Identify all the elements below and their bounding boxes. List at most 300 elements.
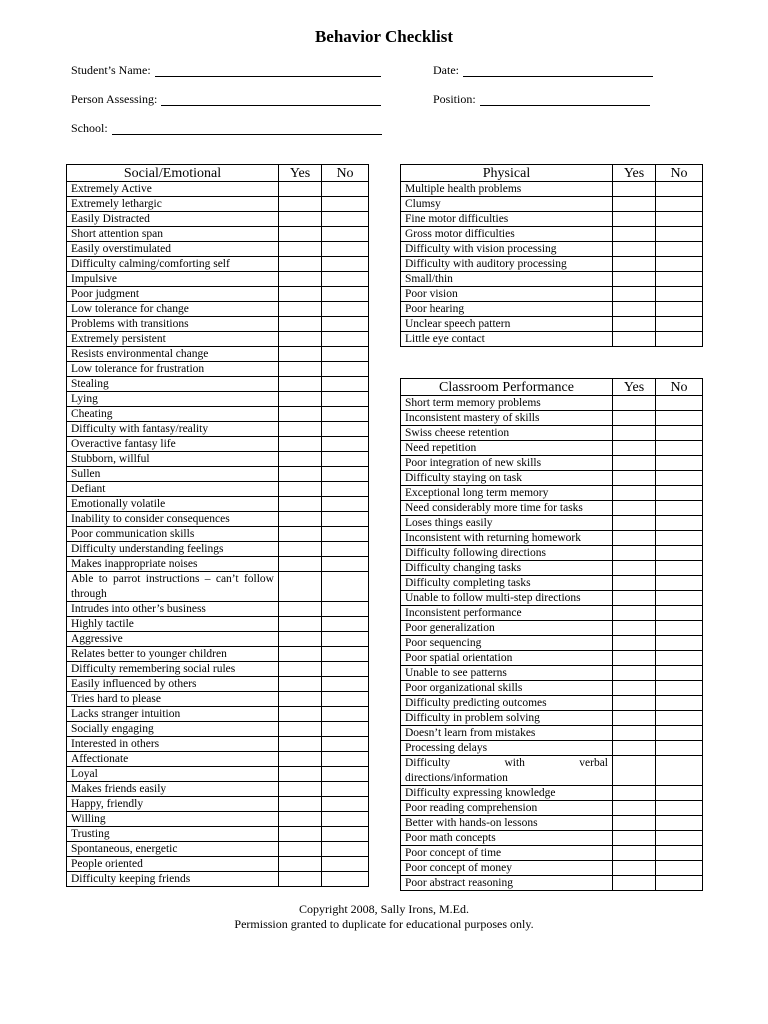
person-assessing-label: Person Assessing: [71, 92, 158, 106]
yes-checkbox-cell[interactable] [613, 816, 656, 831]
yes-checkbox-cell[interactable] [279, 557, 322, 572]
yes-checkbox-cell[interactable] [279, 707, 322, 722]
checklist-item-label: Easily Distracted [67, 212, 279, 227]
checklist-item-label: Doesn’t learn from mistakes [401, 726, 613, 741]
no-checkbox-cell[interactable] [322, 662, 369, 677]
checklist-item-label: Difficulty expressing knowledge [401, 786, 613, 801]
yes-checkbox-cell[interactable] [279, 542, 322, 557]
no-checkbox-cell[interactable] [322, 452, 369, 467]
yes-checkbox-cell[interactable] [279, 572, 322, 602]
no-checkbox-cell[interactable] [322, 242, 369, 257]
checklist-item-label: Difficulty with fantasy/reality [67, 422, 279, 437]
checklist-row [67, 332, 369, 347]
yes-checkbox-cell[interactable] [613, 272, 656, 287]
checklist-row [67, 602, 369, 617]
yes-checkbox-cell[interactable] [613, 396, 656, 411]
checklist-item-label: Poor judgment [67, 287, 279, 302]
no-checkbox-cell[interactable] [322, 182, 369, 197]
checklist-item-label: Loyal [67, 767, 279, 782]
checklist-row [401, 317, 703, 332]
no-checkbox-cell[interactable] [656, 287, 703, 302]
checklist-item-label: Inability to consider consequences [67, 512, 279, 527]
no-checkbox-cell[interactable] [656, 182, 703, 197]
no-checkbox-cell[interactable] [656, 666, 703, 681]
yes-checkbox-cell[interactable] [613, 441, 656, 456]
no-checkbox-cell[interactable] [322, 317, 369, 332]
yes-checkbox-cell[interactable] [613, 831, 656, 846]
no-checkbox-cell[interactable] [322, 512, 369, 527]
no-checkbox-cell[interactable] [322, 542, 369, 557]
no-checkbox-cell[interactable] [322, 857, 369, 872]
checklist-item-label: Little eye contact [401, 332, 613, 347]
checklist-item-label: Exceptional long term memory [401, 486, 613, 501]
no-checkbox-cell[interactable] [322, 437, 369, 452]
yes-checkbox-cell[interactable] [613, 726, 656, 741]
no-checkbox-cell[interactable] [322, 722, 369, 737]
checklist-row [401, 561, 703, 576]
checklist-item-label: Overactive fantasy life [67, 437, 279, 452]
checklist-item-label: Intrudes into other’s business [67, 602, 279, 617]
checklist-item-label: Happy, friendly [67, 797, 279, 812]
yes-checkbox-cell[interactable] [279, 257, 322, 272]
yes-checkbox-cell[interactable] [279, 827, 322, 842]
no-checkbox-cell[interactable] [656, 756, 703, 786]
checklist-item-label: Difficulty remembering social rules [67, 662, 279, 677]
no-checkbox-cell[interactable] [656, 242, 703, 257]
checklist-item-label: Loses things easily [401, 516, 613, 531]
checklist-item-label: Resists environmental change [67, 347, 279, 362]
no-checkbox-cell[interactable] [322, 347, 369, 362]
no-checkbox-cell[interactable] [656, 317, 703, 332]
checklist-item-label: Difficulty changing tasks [401, 561, 613, 576]
no-checkbox-cell[interactable] [322, 677, 369, 692]
no-checkbox-cell[interactable] [322, 782, 369, 797]
checklist-row [67, 857, 369, 872]
no-checkbox-cell[interactable] [656, 516, 703, 531]
yes-checkbox-cell[interactable] [613, 501, 656, 516]
no-checkbox-cell[interactable] [656, 411, 703, 426]
no-checkbox-cell[interactable] [656, 456, 703, 471]
no-checkbox-cell[interactable] [322, 752, 369, 767]
yes-checkbox-cell[interactable] [279, 407, 322, 422]
no-checkbox-cell[interactable] [656, 576, 703, 591]
no-checkbox-cell[interactable] [656, 786, 703, 801]
checklist-row [67, 452, 369, 467]
no-checkbox-cell[interactable] [322, 302, 369, 317]
yes-checkbox-cell[interactable] [613, 636, 656, 651]
position-line[interactable] [480, 93, 650, 106]
no-checkbox-cell[interactable] [656, 501, 703, 516]
no-checkbox-cell[interactable] [322, 422, 369, 437]
no-checkbox-cell[interactable] [322, 212, 369, 227]
checklist-row [401, 332, 703, 347]
yes-checkbox-cell[interactable] [613, 531, 656, 546]
yes-checkbox-cell[interactable] [279, 602, 322, 617]
yes-checkbox-cell[interactable] [613, 606, 656, 621]
no-checkbox-cell[interactable] [656, 606, 703, 621]
checklist-row [401, 197, 703, 212]
checklist-row [67, 287, 369, 302]
position-field[interactable] [433, 92, 650, 106]
checklist-row [67, 542, 369, 557]
checklist-item-label: Stealing [67, 377, 279, 392]
no-checkbox-cell[interactable] [322, 632, 369, 647]
no-checkbox-cell[interactable] [322, 797, 369, 812]
no-checkbox-cell[interactable] [656, 801, 703, 816]
yes-checkbox-cell[interactable] [279, 362, 322, 377]
yes-checkbox-cell[interactable] [613, 197, 656, 212]
checklist-row [67, 302, 369, 317]
checklist-row [401, 861, 703, 876]
student-name-line[interactable] [155, 64, 381, 77]
no-checkbox-cell[interactable] [656, 486, 703, 501]
checklist-item-label: Low tolerance for frustration [67, 362, 279, 377]
yes-checkbox-cell[interactable] [613, 411, 656, 426]
no-checkbox-cell[interactable] [322, 692, 369, 707]
yes-checkbox-cell[interactable] [279, 617, 322, 632]
date-field[interactable] [433, 63, 653, 77]
yes-checkbox-cell[interactable] [279, 872, 322, 887]
position-label: Position: [433, 92, 476, 106]
yes-checkbox-cell[interactable] [613, 861, 656, 876]
yes-checkbox-cell[interactable] [279, 452, 322, 467]
no-checkbox-cell[interactable] [322, 467, 369, 482]
checklist-item-label: Difficulty predicting outcomes [401, 696, 613, 711]
no-checkbox-cell[interactable] [656, 546, 703, 561]
no-checkbox-cell[interactable] [322, 497, 369, 512]
yes-checkbox-cell[interactable] [279, 182, 322, 197]
checklist-row [67, 707, 369, 722]
checklist-item-label: Inconsistent with returning homework [401, 531, 613, 546]
no-checkbox-cell[interactable] [656, 876, 703, 891]
person-assessing-line[interactable] [161, 93, 381, 106]
no-checkbox-cell[interactable] [322, 737, 369, 752]
date-line[interactable] [463, 64, 653, 77]
yes-checkbox-cell[interactable] [279, 512, 322, 527]
yes-checkbox-cell[interactable] [613, 846, 656, 861]
checklist-row [401, 876, 703, 891]
yes-checkbox-cell[interactable] [613, 212, 656, 227]
checklist-row [401, 726, 703, 741]
yes-checkbox-cell[interactable] [279, 722, 322, 737]
checklist-row [401, 486, 703, 501]
no-checkbox-cell[interactable] [656, 471, 703, 486]
no-checkbox-cell[interactable] [656, 272, 703, 287]
yes-checkbox-cell[interactable] [279, 797, 322, 812]
checklist-row [67, 692, 369, 707]
checklist-item-label: Difficulty with vision processing [401, 242, 613, 257]
yes-checkbox-cell[interactable] [613, 317, 656, 332]
checklist-item-label: Short term memory problems [401, 396, 613, 411]
checklist-row [67, 482, 369, 497]
no-checkbox-cell[interactable] [656, 711, 703, 726]
no-checkbox-cell[interactable] [322, 332, 369, 347]
yes-checkbox-cell[interactable] [613, 756, 656, 786]
no-checkbox-cell[interactable] [656, 696, 703, 711]
checklist-item-label: People oriented [67, 857, 279, 872]
classroom-performance-table [400, 378, 703, 891]
no-checkbox-cell[interactable] [656, 741, 703, 756]
no-checkbox-cell[interactable] [656, 846, 703, 861]
yes-checkbox-cell[interactable] [279, 272, 322, 287]
checklist-item-label: Impulsive [67, 272, 279, 287]
checklist-item-label: Low tolerance for change [67, 302, 279, 317]
no-checkbox-cell[interactable] [656, 621, 703, 636]
no-checkbox-cell[interactable] [656, 227, 703, 242]
checklist-row [67, 827, 369, 842]
no-checkbox-cell[interactable] [656, 591, 703, 606]
checklist-item-label: Unclear speech pattern [401, 317, 613, 332]
checklist-item-label: Extremely Active [67, 182, 279, 197]
no-checkbox-cell[interactable] [322, 197, 369, 212]
no-checkbox-cell[interactable] [322, 617, 369, 632]
no-checkbox-cell[interactable] [322, 827, 369, 842]
checklist-row [401, 212, 703, 227]
checklist-item-label: Cheating [67, 407, 279, 422]
yes-checkbox-cell[interactable] [613, 287, 656, 302]
no-checkbox-cell[interactable] [656, 651, 703, 666]
yes-checkbox-cell[interactable] [279, 422, 322, 437]
page-title: Behavior Checklist [314, 27, 454, 46]
no-checkbox-cell[interactable] [322, 572, 369, 602]
checklist-item-label: Poor math concepts [401, 831, 613, 846]
yes-checkbox-cell[interactable] [279, 737, 322, 752]
no-checkbox-cell[interactable] [322, 377, 369, 392]
no-checkbox-cell[interactable] [322, 482, 369, 497]
checklist-row [67, 722, 369, 737]
yes-checkbox-cell[interactable] [613, 332, 656, 347]
yes-checkbox-cell[interactable] [279, 212, 322, 227]
checklist-item-label: Aggressive [67, 632, 279, 647]
no-checkbox-cell[interactable] [322, 257, 369, 272]
checklist-item-label: Difficulty with verbal directions/information [401, 756, 613, 786]
checklist-row [67, 767, 369, 782]
yes-checkbox-cell[interactable] [279, 302, 322, 317]
yes-header: Yes [279, 165, 322, 182]
yes-checkbox-cell[interactable] [613, 182, 656, 197]
checklist-item-label: Able to parrot instructions – can’t follow through [67, 572, 279, 602]
checklist-row [401, 257, 703, 272]
no-checkbox-cell[interactable] [322, 227, 369, 242]
checklist-item-label: Clumsy [401, 197, 613, 212]
checklist-item-label: Makes friends easily [67, 782, 279, 797]
yes-checkbox-cell[interactable] [279, 197, 322, 212]
checklist-item-label: Poor communication skills [67, 527, 279, 542]
yes-checkbox-cell[interactable] [279, 782, 322, 797]
yes-checkbox-cell[interactable] [613, 242, 656, 257]
no-checkbox-cell[interactable] [322, 647, 369, 662]
checklist-row [401, 741, 703, 756]
checklist-row [67, 617, 369, 632]
checklist-item-label: Inconsistent mastery of skills [401, 411, 613, 426]
no-checkbox-cell[interactable] [322, 392, 369, 407]
date-label: Date: [433, 63, 459, 77]
yes-checkbox-cell[interactable] [613, 666, 656, 681]
yes-checkbox-cell[interactable] [613, 546, 656, 561]
yes-checkbox-cell[interactable] [279, 287, 322, 302]
no-checkbox-cell[interactable] [322, 557, 369, 572]
checklist-row [67, 407, 369, 422]
yes-checkbox-cell[interactable] [279, 647, 322, 662]
checklist-row [67, 242, 369, 257]
yes-checkbox-cell[interactable] [279, 662, 322, 677]
yes-checkbox-cell[interactable] [613, 711, 656, 726]
checklist-item-label: Poor integration of new skills [401, 456, 613, 471]
no-checkbox-cell[interactable] [322, 707, 369, 722]
no-checkbox-cell[interactable] [656, 831, 703, 846]
physical-header [401, 165, 703, 182]
no-checkbox-cell[interactable] [656, 426, 703, 441]
yes-checkbox-cell[interactable] [279, 752, 322, 767]
checklist-item-label: Lying [67, 392, 279, 407]
checklist-item-label: Easily influenced by others [67, 677, 279, 692]
no-header: No [656, 379, 703, 396]
checklist-row [401, 302, 703, 317]
checklist-row [401, 287, 703, 302]
no-checkbox-cell[interactable] [322, 812, 369, 827]
no-checkbox-cell[interactable] [656, 257, 703, 272]
checklist-item-label: Difficulty completing tasks [401, 576, 613, 591]
yes-checkbox-cell[interactable] [613, 302, 656, 317]
no-checkbox-cell[interactable] [656, 861, 703, 876]
no-checkbox-cell[interactable] [322, 362, 369, 377]
no-checkbox-cell[interactable] [656, 816, 703, 831]
no-checkbox-cell[interactable] [322, 602, 369, 617]
student-name-label: Student’s Name: [71, 63, 151, 77]
checklist-item-label: Poor vision [401, 287, 613, 302]
no-checkbox-cell[interactable] [322, 767, 369, 782]
yes-checkbox-cell[interactable] [613, 741, 656, 756]
yes-checkbox-cell[interactable] [613, 471, 656, 486]
no-checkbox-cell[interactable] [322, 272, 369, 287]
no-checkbox-cell[interactable] [656, 197, 703, 212]
checklist-row [67, 797, 369, 812]
checklist-row [401, 576, 703, 591]
yes-header: Yes [613, 379, 656, 396]
student-name-field[interactable] [71, 63, 381, 77]
no-checkbox-cell[interactable] [656, 726, 703, 741]
yes-checkbox-cell[interactable] [279, 767, 322, 782]
checklist-item-label: Defiant [67, 482, 279, 497]
yes-checkbox-cell[interactable] [613, 876, 656, 891]
yes-checkbox-cell[interactable] [279, 437, 322, 452]
yes-checkbox-cell[interactable] [613, 561, 656, 576]
yes-checkbox-cell[interactable] [613, 426, 656, 441]
yes-checkbox-cell[interactable] [279, 467, 322, 482]
yes-checkbox-cell[interactable] [279, 377, 322, 392]
checklist-row [67, 467, 369, 482]
classroom-performance-title: Classroom Performance [401, 379, 613, 396]
social-emotional-table [66, 164, 369, 887]
checklist-row [401, 471, 703, 486]
no-checkbox-cell[interactable] [656, 531, 703, 546]
yes-checkbox-cell[interactable] [613, 651, 656, 666]
no-checkbox-cell[interactable] [656, 681, 703, 696]
person-assessing-field[interactable] [71, 92, 381, 106]
checklist-row [401, 846, 703, 861]
checklist-row [67, 317, 369, 332]
no-checkbox-cell[interactable] [656, 561, 703, 576]
copyright-notice: Copyright 2008, Sally Irons, M.Ed. [299, 902, 469, 916]
yes-checkbox-cell[interactable] [279, 692, 322, 707]
checklist-item-label: Poor generalization [401, 621, 613, 636]
checklist-row [67, 227, 369, 242]
yes-checkbox-cell[interactable] [279, 317, 322, 332]
yes-checkbox-cell[interactable] [613, 257, 656, 272]
yes-checkbox-cell[interactable] [279, 812, 322, 827]
checklist-row [67, 512, 369, 527]
school-field[interactable] [71, 121, 382, 135]
yes-checkbox-cell[interactable] [279, 482, 322, 497]
no-checkbox-cell[interactable] [322, 287, 369, 302]
yes-checkbox-cell[interactable] [279, 497, 322, 512]
yes-checkbox-cell[interactable] [613, 516, 656, 531]
yes-checkbox-cell[interactable] [613, 591, 656, 606]
checklist-row [401, 711, 703, 726]
yes-checkbox-cell[interactable] [279, 527, 322, 542]
yes-checkbox-cell[interactable] [279, 392, 322, 407]
yes-checkbox-cell[interactable] [613, 801, 656, 816]
checklist-item-label: Sullen [67, 467, 279, 482]
yes-checkbox-cell[interactable] [613, 576, 656, 591]
yes-checkbox-cell[interactable] [279, 347, 322, 362]
yes-checkbox-cell[interactable] [279, 332, 322, 347]
no-checkbox-cell[interactable] [656, 396, 703, 411]
yes-checkbox-cell[interactable] [279, 632, 322, 647]
no-checkbox-cell[interactable] [322, 407, 369, 422]
checklist-row [401, 456, 703, 471]
yes-checkbox-cell[interactable] [279, 242, 322, 257]
yes-checkbox-cell[interactable] [279, 227, 322, 242]
checklist-item-label: Fine motor difficulties [401, 212, 613, 227]
checklist-row [401, 696, 703, 711]
no-checkbox-cell[interactable] [322, 527, 369, 542]
yes-checkbox-cell[interactable] [613, 786, 656, 801]
checklist-item-label: Small/thin [401, 272, 613, 287]
checklist-row [67, 392, 369, 407]
yes-checkbox-cell[interactable] [613, 696, 656, 711]
checklist-row [401, 786, 703, 801]
yes-checkbox-cell[interactable] [279, 842, 322, 857]
social-emotional-header [67, 165, 369, 182]
no-checkbox-cell[interactable] [322, 872, 369, 887]
yes-checkbox-cell[interactable] [613, 227, 656, 242]
no-checkbox-cell[interactable] [656, 441, 703, 456]
school-line[interactable] [112, 122, 382, 135]
checklist-item-label: Poor sequencing [401, 636, 613, 651]
yes-checkbox-cell[interactable] [613, 456, 656, 471]
checklist-row [401, 242, 703, 257]
checklist-item-label: Poor abstract reasoning [401, 876, 613, 891]
yes-checkbox-cell[interactable] [613, 621, 656, 636]
checklist-item-label: Easily overstimulated [67, 242, 279, 257]
checklist-item-label: Willing [67, 812, 279, 827]
yes-checkbox-cell[interactable] [279, 677, 322, 692]
physical-title: Physical [401, 165, 613, 182]
no-checkbox-cell[interactable] [656, 636, 703, 651]
yes-checkbox-cell[interactable] [279, 857, 322, 872]
checklist-item-label: Makes inappropriate noises [67, 557, 279, 572]
yes-checkbox-cell[interactable] [613, 486, 656, 501]
checklist-row [67, 212, 369, 227]
yes-checkbox-cell[interactable] [613, 681, 656, 696]
no-checkbox-cell[interactable] [656, 332, 703, 347]
checklist-row [401, 546, 703, 561]
no-checkbox-cell[interactable] [656, 212, 703, 227]
no-checkbox-cell[interactable] [322, 842, 369, 857]
checklist-item-label: Poor concept of time [401, 846, 613, 861]
no-checkbox-cell[interactable] [656, 302, 703, 317]
